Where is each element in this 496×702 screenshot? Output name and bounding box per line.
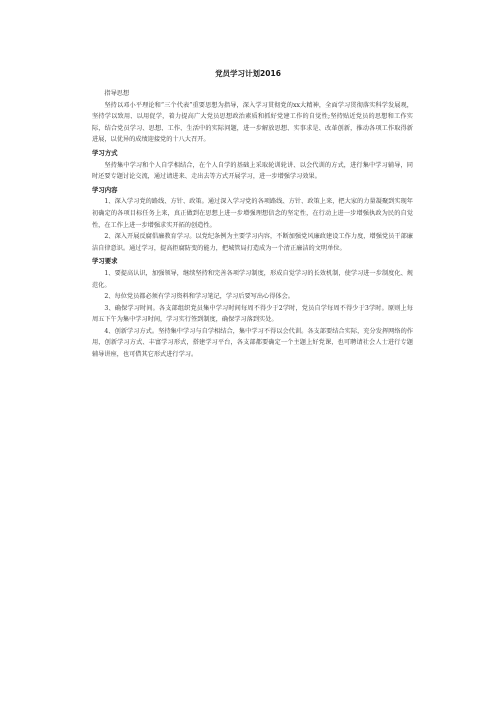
section-heading-study-content: 学习内容 [92, 185, 118, 194]
paragraph-study-content-1: 1、深入学习党的路线、方针、政策。通过深入学习党的各项路线、方针、政策上来，把大家的力量凝聚到实现年初确定的各项目标任务上来，真正做到在思想上进一步增强理想信念的坚定性，在行动上进一步增强执政为民的自觉性，在工作上进一步增强求实开拓的创造性。 [92, 198, 413, 229]
paragraph-requirement-2: 2、每位党员都必须有学习资料和学习笔记，学习后要写出心得体会。 [104, 293, 294, 301]
paragraph-study-methods: 坚持集中学习和个人自学相结合，在个人自学的基础上采取轮训轮讲、以会代训的方式，进行集中学习辅导，同时还要专题讨论交流，通过请进来、走出去等方式开展学习，进一步增强学习效果。 [92, 161, 413, 181]
section-heading-study-requirements: 学习要求 [92, 257, 118, 266]
section-subheading-guiding-ideology: 指导思想 [104, 90, 130, 97]
paragraph-guiding-ideology: 坚持以邓小平理论和“三个代表”重要思想为指导，深入学习贯彻党的xx大精神，全面学习贯彻落实科学发展观，坚持学以致用、以用促学，着力提高广大党员思想政治素质和抓好党建工作的自觉性;坚持贴近党员的思想和工作实际，结合党员学习、思想、工作、生活中的实际问题，进一步解放思想、实事求是、改革创新，推动各项工作取得新进展，以优异的成绩迎接党的十八大召开。 [92, 101, 413, 144]
paragraph-study-content-2: 2、深入开展反腐倡廉教育学习。以党纪条例为主要学习内容，不断加强党风廉政建设工作力度，增强党员干部廉洁自律意识。通过学习，提高拒腐防变的能力，把城管局打造成为一个清正廉洁的文明单位。 [92, 233, 413, 252]
paragraph-requirement-4: 4、创新学习方式。坚持集中学习与自学相结合，集中学习不得以会代训。各支部要结合实际，充分发挥网络的作用，创新学习方式、丰富学习形式，搭建学习平台，各支部都要确定一个主题上好党课，也可聘请社会人士进行专题辅导讲座，也可借其它形式进行学习。 [92, 327, 413, 359]
paragraph-requirement-1: 1、要提高认识，加强领导，继续坚持和完善各项学习制度，形成自觉学习的长效机制，使学习进一步制度化、规范化。 [92, 269, 413, 289]
paragraph-requirement-3: 3、确保学习时间。各支部组织党员集中学习时间每周不得少于2学时，党员自学每周不得少于3学时。原则上每周五下午为集中学习时间，学习实行签到制度，确保学习落到实处。 [92, 304, 413, 324]
document-body [92, 88, 413, 361]
document-title: 党员学习计划2016 [215, 69, 281, 78]
section-heading-study-methods: 学习方式 [92, 148, 118, 157]
